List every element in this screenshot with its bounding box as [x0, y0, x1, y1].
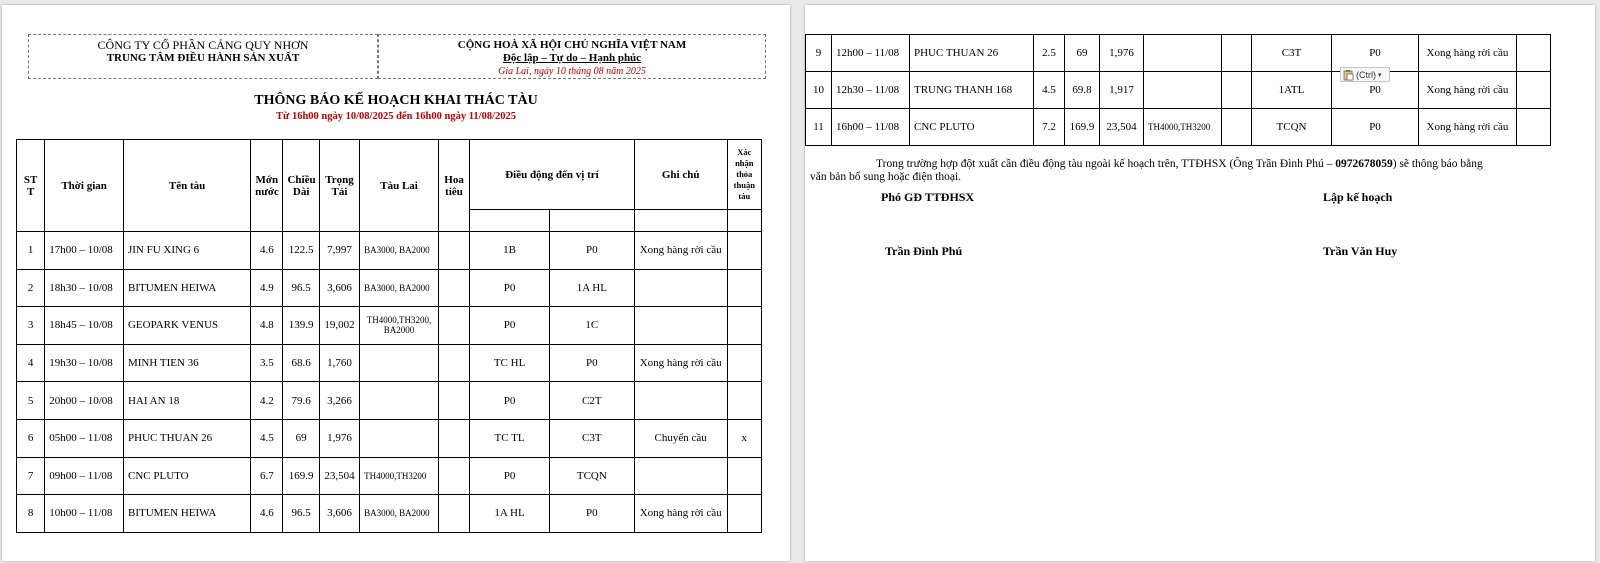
cell-stt: 7 — [17, 457, 45, 495]
signature-right-name: Trần Văn Huy — [1323, 244, 1398, 258]
cell-ship: MINH TIEN 36 — [123, 344, 250, 382]
cell-pilot — [438, 344, 469, 382]
cell-pilot — [1222, 72, 1252, 109]
confirm-subheader — [727, 210, 761, 232]
cell-draft: 7.2 — [1034, 109, 1065, 146]
cell-confirm — [727, 344, 761, 382]
cell-length: 139.9 — [283, 307, 319, 345]
cell-from: TC TL — [470, 419, 550, 457]
cell-draft: 4.2 — [251, 382, 283, 420]
col-tug: Tàu Lai — [360, 140, 439, 232]
cell-note: Xong hàng rời cầu — [1419, 109, 1517, 146]
cell-confirm: x — [727, 419, 761, 457]
cell-to: P0 — [549, 344, 634, 382]
cell-length: 96.5 — [283, 269, 319, 307]
cell-note: Xong hàng rời cầu — [634, 232, 727, 270]
cell-pilot — [438, 307, 469, 345]
cell-note: Xong hàng rời cầu — [1419, 35, 1517, 72]
cell-dwt: 1,976 — [319, 419, 359, 457]
cell-confirm — [727, 457, 761, 495]
cell-stt: 1 — [17, 232, 45, 270]
table-row — [806, 35, 1551, 72]
cell-ship: BITUMEN HEIWA — [123, 495, 250, 533]
cell-time: 12h00 – 11/08 — [832, 35, 910, 72]
signature-right-title: Lập kế hoạch — [1323, 190, 1393, 204]
cell-tug: TH4000,TH3200 — [1144, 109, 1222, 146]
cell-pilot — [438, 495, 469, 533]
cell-note: Chuyển cầu — [634, 419, 727, 457]
col-note: Ghi chú — [634, 140, 727, 210]
paste-options-button[interactable] — [1340, 67, 1390, 82]
cell-confirm — [727, 232, 761, 270]
cell-tug: BA3000, BA2000 — [360, 269, 439, 307]
cell-dwt: 19,002 — [319, 307, 359, 345]
cell-pilot — [438, 232, 469, 270]
cell-tug — [360, 382, 439, 420]
footnote — [810, 158, 1570, 171]
cell-draft: 4.9 — [251, 269, 283, 307]
cell-ship: CNC PLUTO — [123, 457, 250, 495]
republic-title: CỘNG HOÀ XÃ HỘI CHỦ NGHĨA VIỆT NAM — [457, 39, 687, 51]
center-name: TRUNG TÂM ĐIỀU HÀNH SẢN XUẤT — [106, 52, 300, 64]
clipboard-icon — [1343, 69, 1354, 81]
cell-to: P0 — [1332, 72, 1419, 109]
document-title: THÔNG BÁO KẾ HOẠCH KHAI THÁC TÀU — [254, 93, 538, 108]
cell-to: P0 — [1332, 109, 1419, 146]
col-dwt: Trọng Tải — [319, 140, 359, 232]
cell-tug — [360, 419, 439, 457]
cell-stt: 2 — [17, 269, 45, 307]
cell-note: Xong hàng rời cầu — [1419, 72, 1517, 109]
cell-confirm — [1517, 35, 1551, 72]
company-header-box — [28, 34, 378, 79]
cell-dwt: 3,606 — [319, 495, 359, 533]
cell-time: 12h30 – 11/08 — [832, 72, 910, 109]
move-to-header — [549, 210, 634, 232]
cell-length: 69 — [283, 419, 319, 457]
cell-to: P0 — [549, 495, 634, 533]
cell-dwt: 23,504 — [319, 457, 359, 495]
chevron-down-icon: ▾ — [1378, 71, 1382, 79]
cell-time: 18h45 – 10/08 — [45, 307, 124, 345]
cell-stt: 10 — [806, 72, 832, 109]
cell-length: 69.8 — [1065, 72, 1100, 109]
national-header-box — [378, 34, 766, 79]
cell-pilot — [1222, 109, 1252, 146]
col-ship: Tên tàu — [123, 140, 250, 232]
cell-from: P0 — [470, 269, 550, 307]
cell-note — [634, 457, 727, 495]
cell-stt: 6 — [17, 419, 45, 457]
table-row — [17, 344, 762, 382]
company-name: CÔNG TY CỔ PHẦN CẢNG QUY NHƠN — [97, 38, 309, 52]
table-row — [17, 457, 762, 495]
table-body-page-2 — [806, 35, 1551, 146]
cell-time: 19h30 – 10/08 — [45, 344, 124, 382]
cell-dwt: 3,266 — [319, 382, 359, 420]
place-date: Gia Lai, ngày 10 tháng 08 năm 2025 — [498, 66, 646, 77]
table-row — [17, 495, 762, 533]
table-row — [17, 269, 762, 307]
cell-time: 18h30 – 10/08 — [45, 269, 124, 307]
cell-draft: 6.7 — [251, 457, 283, 495]
cell-to: 1C — [549, 307, 634, 345]
col-length: Chiều Dài — [283, 140, 319, 232]
signature-left-name: Trần Đình Phú — [885, 244, 963, 258]
cell-from: P0 — [470, 457, 550, 495]
cell-to: TCQN — [549, 457, 634, 495]
cell-length: 122.5 — [283, 232, 319, 270]
col-pilot: Hoa tiêu — [438, 140, 469, 232]
cell-confirm — [727, 382, 761, 420]
footnote-phone: 0972678059 — [1335, 158, 1393, 170]
cell-ship: GEOPARK VENUS — [123, 307, 250, 345]
cell-length: 79.6 — [283, 382, 319, 420]
cell-stt: 11 — [806, 109, 832, 146]
cell-from: 1B — [470, 232, 550, 270]
table-row — [17, 307, 762, 345]
cell-pilot — [438, 457, 469, 495]
cell-dwt: 7,997 — [319, 232, 359, 270]
signature-left-title: Phó GĐ TTĐHSX — [881, 190, 975, 204]
cell-dwt: 1,760 — [319, 344, 359, 382]
cell-from: 1A HL — [470, 495, 550, 533]
cell-note: Xong hàng rời cầu — [634, 495, 727, 533]
cell-time: 20h00 – 10/08 — [45, 382, 124, 420]
move-from-header — [470, 210, 550, 232]
cell-draft: 3.5 — [251, 344, 283, 382]
cell-ship: TRUNG THANH 168 — [910, 72, 1034, 109]
document-page-1 — [2, 5, 790, 561]
cell-tug — [1144, 72, 1222, 109]
table-row — [17, 382, 762, 420]
cell-pilot — [438, 382, 469, 420]
cell-to: P0 — [549, 232, 634, 270]
cell-confirm — [1517, 109, 1551, 146]
cell-from: P0 — [470, 382, 550, 420]
col-stt: ST T — [17, 140, 45, 232]
col-confirm: Xác nhận thỏa thuận tàu — [727, 140, 761, 210]
cell-time: 16h00 – 11/08 — [832, 109, 910, 146]
cell-ship: JIN FU XING 6 — [123, 232, 250, 270]
cell-stt: 5 — [17, 382, 45, 420]
cell-from: TCQN — [1252, 109, 1332, 146]
col-time: Thời gian — [45, 140, 124, 232]
cell-draft: 4.6 — [251, 232, 283, 270]
cell-stt: 9 — [806, 35, 832, 72]
cell-from: 1ATL — [1252, 72, 1332, 109]
cell-note — [634, 269, 727, 307]
cell-ship: HAI AN 18 — [123, 382, 250, 420]
cell-ship: PHUC THUAN 26 — [910, 35, 1034, 72]
cell-tug: BA3000, BA2000 — [360, 495, 439, 533]
cell-stt: 4 — [17, 344, 45, 382]
cell-to: C2T — [549, 382, 634, 420]
table-row — [806, 109, 1551, 146]
cell-note — [634, 307, 727, 345]
cell-to: 1A HL — [549, 269, 634, 307]
cell-note — [634, 382, 727, 420]
document-page-2 — [805, 5, 1595, 561]
cell-tug: BA3000, BA2000 — [360, 232, 439, 270]
cell-stt: 3 — [17, 307, 45, 345]
cell-tug — [1144, 35, 1222, 72]
cell-to: P0 — [1332, 35, 1419, 72]
table-row — [17, 419, 762, 457]
cell-to: C3T — [549, 419, 634, 457]
cell-from: C3T — [1252, 35, 1332, 72]
cell-length: 68.6 — [283, 344, 319, 382]
cell-draft: 2.5 — [1034, 35, 1065, 72]
note-subheader — [634, 210, 727, 232]
table-row — [17, 232, 762, 270]
cell-from: TC HL — [470, 344, 550, 382]
cell-ship: BITUMEN HEIWA — [123, 269, 250, 307]
ship-plan-table — [16, 139, 762, 533]
cell-confirm — [727, 495, 761, 533]
cell-length: 69 — [1065, 35, 1100, 72]
cell-draft: 4.5 — [1034, 72, 1065, 109]
cell-draft: 4.6 — [251, 495, 283, 533]
table-row — [806, 72, 1551, 109]
cell-draft: 4.5 — [251, 419, 283, 457]
cell-length: 169.9 — [1065, 109, 1100, 146]
col-move: Điều động đến vị trí — [470, 140, 635, 210]
cell-dwt: 1,976 — [1100, 35, 1144, 72]
cell-length: 96.5 — [283, 495, 319, 533]
cell-tug: TH4000,TH3200, BA2000 — [360, 307, 439, 345]
cell-confirm — [727, 307, 761, 345]
cell-tug: TH4000,TH3200 — [360, 457, 439, 495]
ship-plan-table-continued — [805, 34, 1551, 146]
footnote-text-end: ) sẽ thông báo bằng — [1392, 158, 1483, 170]
national-motto: Độc lập – Tự do – Hạnh phúc — [502, 52, 642, 64]
cell-time: 09h00 – 11/08 — [45, 457, 124, 495]
cell-time: 05h00 – 11/08 — [45, 419, 124, 457]
cell-stt: 8 — [17, 495, 45, 533]
cell-time: 10h00 – 11/08 — [45, 495, 124, 533]
cell-dwt: 3,606 — [319, 269, 359, 307]
cell-pilot — [438, 269, 469, 307]
document-subtitle: Từ 16h00 ngày 10/08/2025 đến 16h00 ngày 11/08/2025 — [276, 111, 516, 122]
cell-note: Xong hàng rời cầu — [634, 344, 727, 382]
table-body-page-1 — [17, 232, 762, 533]
cell-from: P0 — [470, 307, 550, 345]
footnote-text: Trong trường hợp đột xuất cần điều động tàu ngoài kế hoạch trên, TTĐHSX (Ông Trần Đình Phú – — [876, 158, 1336, 170]
cell-length: 169.9 — [283, 457, 319, 495]
cell-ship: PHUC THUAN 26 — [123, 419, 250, 457]
cell-tug — [360, 344, 439, 382]
cell-dwt: 23,504 — [1100, 109, 1144, 146]
cell-time: 17h00 – 10/08 — [45, 232, 124, 270]
col-draft: Mớn nước — [251, 140, 283, 232]
cell-pilot — [438, 419, 469, 457]
paste-options-label: (Ctrl) — [1356, 69, 1376, 80]
footnote-line-2: văn bản bổ sung hoặc điện thoại. — [810, 171, 962, 183]
cell-ship: CNC PLUTO — [910, 109, 1034, 146]
cell-confirm — [1517, 72, 1551, 109]
cell-confirm — [727, 269, 761, 307]
cell-draft: 4.8 — [251, 307, 283, 345]
cell-dwt: 1,917 — [1100, 72, 1144, 109]
cell-pilot — [1222, 35, 1252, 72]
